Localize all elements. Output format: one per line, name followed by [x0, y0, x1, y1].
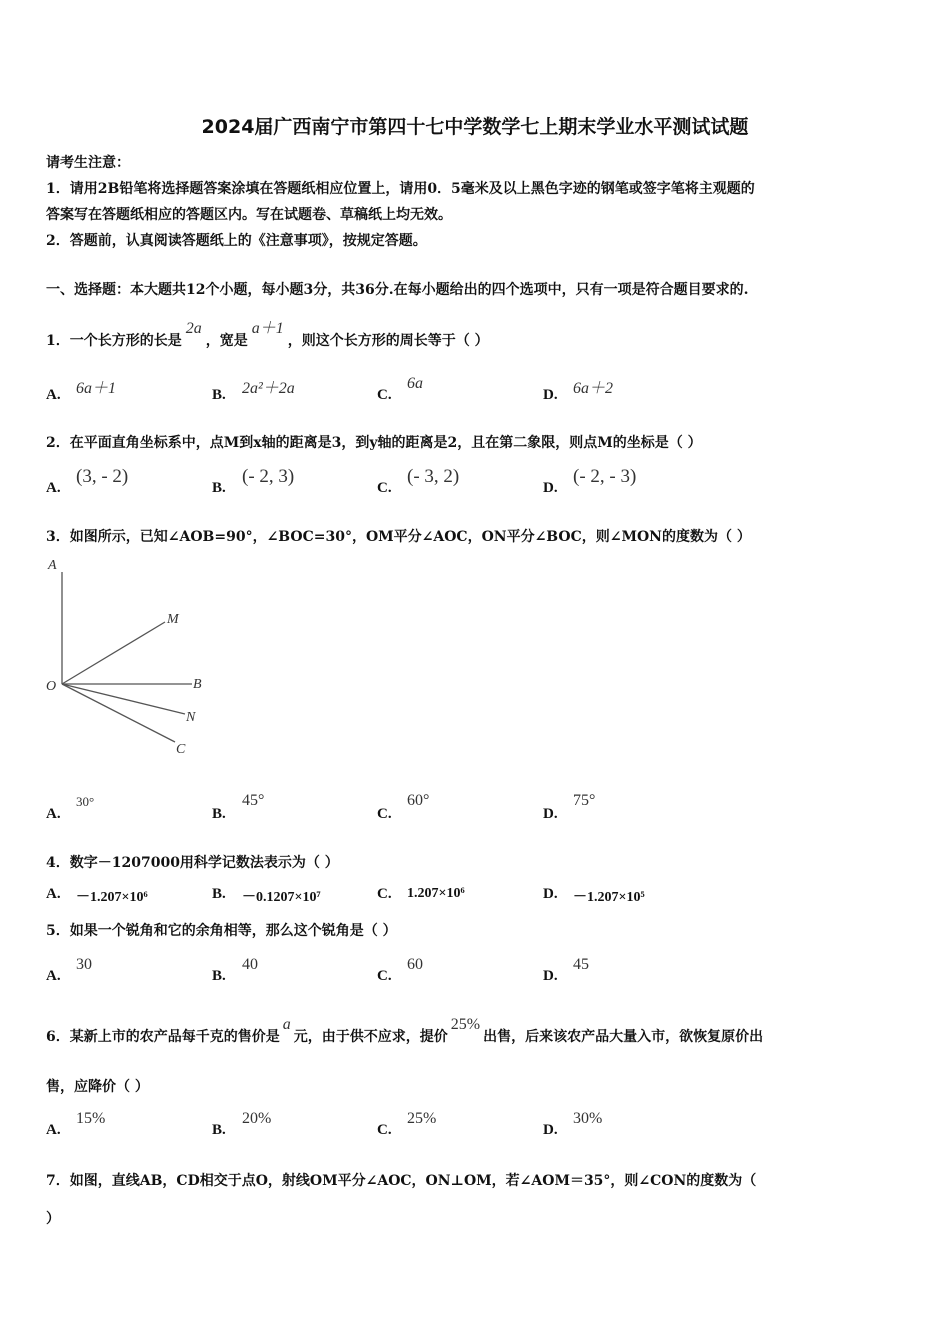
angle-diagram: [40, 552, 220, 762]
question-2: 2．在平面直角坐标系中，点M到x轴的距离是3，到y轴的距离是2，且在第二象限，则点M的坐标是（ ）: [46, 435, 702, 451]
ray-oc: [62, 684, 175, 742]
question-4: 4．数字－1207000用科学记数法表示为（ ）: [46, 855, 339, 871]
q1-expr-length: 2a: [185, 320, 202, 337]
ray-on: [62, 684, 185, 714]
q6-text-a: 6．某新上市的农产品每千克的售价是: [46, 1029, 280, 1045]
label-b: B: [193, 677, 202, 692]
notice-item-2: 2．答题前，认真阅读答题纸上的《注意事项》，按规定答题。: [46, 233, 427, 249]
question-1: [46, 320, 489, 350]
q1-text-b: ，宽是: [205, 333, 248, 349]
exam-page: 2024届广西南宁市第四十七中学数学七上期末学业水平测试试题 请考生注意： 1．请用2B铅笔将选择题答案涂填在答题纸相应位置上，请用0．5毫米及以上黑色字迹的钢笔或签字笔将主观题的 答案写在答题纸相应的答题区内。写在试题卷、草稿纸上均无效。 2．答题前，认真阅读答题纸上的《注意事项》，按规定答题。 一、选择题：本大题共12个小题，每小题3分，共36分.在每小题给出的四个选项中，只有一项是符合题目要求的. 1．一个长方形的长是2a，宽是a＋1，则这个长方形的周长等于（ ） A. 6a＋1 B. 2a²＋2a C. 6a D. 6a＋2 2．在平面直角坐标系中，点M到x轴的距离是3，到y轴的距离是2，且在第二象限，则点M的坐标是（ ） A. (3, - 2) B. (- 2, 3) C. (- 3, 2) D. (- 2, - 3) 3．如图所示，已知∠AOB=90°，∠BOC=30°，OM平分∠AOC，ON平分∠BOC，则∠MON的度数为（ ） A M O B N C A. 30° B. 45° C. 60° D. 75° 4．数字－1207000用科学记数法表示为（ ） A. －1.207×10⁶ B. －0.1207×10⁷ C. 1.207×10⁶ D. －1.207×10⁵ 5．如果一个锐角和它的余角相等，那么这个锐角是（ ） A. 30 B. 40 C. 60 D. 45 6．某新上市的农产品每千克的售价是a元，由于供不应求，提价25%出售，后来该农产品大量入市，欲恢复原价出 售，应降价（ ） A. 15% B. 20% C. 25% D. 30% 7．如图，直线AB，CD相交于点O，射线OM平分∠AOC，ON⊥OM，若∠AOM＝35°，则∠CON的度数为（ ）: [0, 0, 950, 1344]
q6-text-b: 元，由于供不应求，提价: [293, 1029, 448, 1045]
q1-expr-width: a＋1: [251, 320, 284, 337]
notice-heading: 请考生注意：: [46, 155, 130, 171]
question-6: [46, 1016, 764, 1046]
page-title: 2024届广西南宁市第四十七中学数学七上期末学业水平测试试题: [201, 116, 749, 138]
question-6-line-2: 售，应降价（ ）: [46, 1079, 149, 1095]
question-7: 7．如图，直线AB，CD相交于点O，射线OM平分∠AOC，ON⊥OM，若∠AOM＝35°，则∠CON的度数为（: [46, 1173, 757, 1189]
label-n: N: [186, 710, 196, 725]
label-a: A: [48, 558, 57, 573]
notice-item-1-line-2: 答案写在答题纸相应的答题区内。写在试题卷、草稿纸上均无效。: [46, 207, 452, 223]
section-heading: 一、选择题：本大题共12个小题，每小题3分，共36分.在每小题给出的四个选项中，只有一项是符合题目要求的.: [46, 282, 749, 298]
label-c: C: [176, 742, 186, 757]
question-7-line-2: ）: [46, 1211, 60, 1227]
label-m: M: [167, 612, 179, 627]
q6-expr-percent: 25%: [450, 1016, 481, 1033]
q1-text-a: 1．一个长方形的长是: [46, 333, 182, 349]
question-3: 3．如图所示，已知∠AOB=90°，∠BOC=30°，OM平分∠AOC，ON平分∠BOC，则∠MON的度数为（ ）: [46, 529, 751, 545]
q6-text-c: 出售，后来该农产品大量入市，欲恢复原价出: [483, 1029, 764, 1045]
question-5: 5．如果一个锐角和它的余角相等，那么这个锐角是（ ）: [46, 923, 397, 939]
angle-figure: [40, 552, 220, 762]
q6-expr-price: a: [282, 1016, 291, 1033]
notice-item-1-line-1: 1．请用2B铅笔将选择题答案涂填在答题纸相应位置上，请用0．5毫米及以上黑色字迹的钢笔或签字笔将主观题的: [46, 181, 755, 197]
label-o: O: [46, 679, 57, 694]
q1-text-c: ，则这个长方形的周长等于（ ）: [287, 333, 489, 349]
ray-om: [62, 622, 165, 684]
